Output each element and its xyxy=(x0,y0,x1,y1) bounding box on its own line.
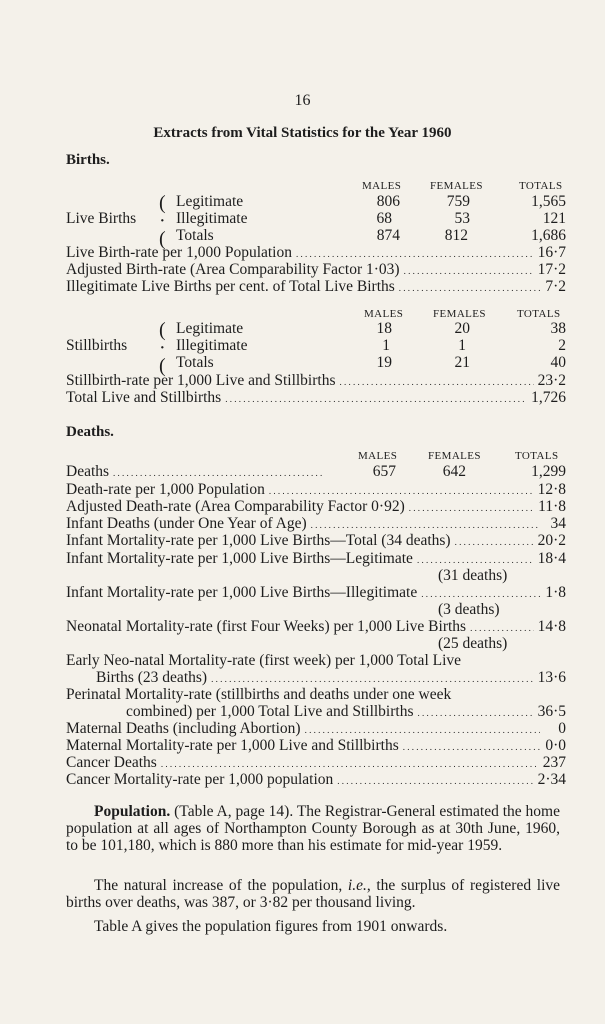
live-row-females: 53 xyxy=(454,210,470,227)
population-heading: Population. xyxy=(94,803,171,820)
deaths-item-value: 0 xyxy=(558,720,566,737)
deaths-item xyxy=(66,532,566,551)
population-paragraph xyxy=(66,803,560,854)
still-row-females: 21 xyxy=(454,354,470,371)
deaths-item-label: Maternal Deaths (including Abortion) xyxy=(66,720,301,737)
births-col-males: MALES xyxy=(362,180,402,192)
live-rate-value: 17·2 xyxy=(537,261,566,278)
deaths-item-value: 2·34 xyxy=(537,771,566,788)
live-row-females: 812 xyxy=(444,227,468,244)
still-row-males: 18 xyxy=(376,320,392,337)
still-col-totals: TOTALS xyxy=(517,308,561,320)
population-text: (Table A, page 14). The Registrar-General estimated the home population at all ages of Northampton County Borough as at 30th June, 1960, to be 101,180, which is 880 more than his estimate for mid-year 1959. xyxy=(66,803,560,854)
live-rate-value: 16·7 xyxy=(537,244,566,261)
deaths-row xyxy=(66,463,326,482)
still-row-totals: 40 xyxy=(550,354,566,371)
deaths-item-label: Neonatal Mortality-rate (first Four Weeks) per 1,000 Live Births xyxy=(66,618,467,635)
deaths-row-totals: 1,299 xyxy=(531,463,566,480)
deaths-item-label-cont: Births (23 deaths) xyxy=(96,669,208,686)
deaths-item-label: Infant Mortality-rate per 1,000 Live Births—Legitimate xyxy=(66,550,413,567)
still-col-males: MALES xyxy=(364,308,404,320)
deaths-item-value: 34 xyxy=(550,515,566,532)
live-row-label: Totals xyxy=(176,227,214,244)
deaths-heading: Deaths. xyxy=(66,424,114,440)
deaths-row-females: 642 xyxy=(442,463,466,480)
live-births-label: Live Births xyxy=(66,210,137,227)
deaths-item-label: Early Neo-natal Mortality-rate (first week) per 1,000 Total Live xyxy=(66,652,462,669)
deaths-col-females: FEMALES xyxy=(428,450,481,462)
live-row-males: 806 xyxy=(376,193,400,210)
deaths-item-note: (3 deaths) xyxy=(438,601,500,618)
live-row-totals: 121 xyxy=(542,210,566,227)
deaths-row-label: Deaths xyxy=(66,463,110,480)
stillbirths-brace: ( · ( xyxy=(159,319,166,377)
live-row-totals: 1,565 xyxy=(531,193,566,210)
deaths-item-label: Maternal Mortality-rate per 1,000 Live and Stillbirths xyxy=(66,737,399,754)
live-rate-label: Illegitimate Live Births per cent. of Total Live Births xyxy=(66,278,395,295)
deaths-item-value: 36·5 xyxy=(537,703,566,720)
still-row-label: Legitimate xyxy=(176,320,244,337)
deaths-item-label: Adjusted Death-rate (Area Comparability Factor 0·92) xyxy=(66,498,405,515)
deaths-item-value: 13·6 xyxy=(537,669,566,686)
natural-increase-paragraph xyxy=(66,877,560,911)
deaths-item-value: 1·8 xyxy=(545,584,566,601)
still-row-totals: 38 xyxy=(550,320,566,337)
births-heading: Births. xyxy=(66,152,110,168)
natural-increase-ie: i.e. xyxy=(347,877,367,894)
table-a-text: Table A gives the population figures from 1901 onwards. xyxy=(94,918,448,935)
deaths-item-value: 0·0 xyxy=(545,737,566,754)
still-rate-value: 23·2 xyxy=(537,372,566,389)
deaths-item-value: 11·8 xyxy=(538,498,566,515)
deaths-item-value: 237 xyxy=(542,754,566,771)
live-rate-row xyxy=(66,278,566,297)
deaths-item-label: Perinatal Mortality-rate (stillbirths and deaths under one week xyxy=(66,686,452,703)
still-row-label: Totals xyxy=(176,354,214,371)
live-row-totals: 1,686 xyxy=(531,227,566,244)
live-row-males: 874 xyxy=(376,227,400,244)
still-row-males: 19 xyxy=(376,354,392,371)
live-row-label: Legitimate xyxy=(176,193,244,210)
page-title: Extracts from Vital Statistics for the Year 1960 xyxy=(153,125,452,141)
still-row-females: 20 xyxy=(454,320,470,337)
births-col-females: FEMALES xyxy=(430,180,483,192)
natural-increase-text-post: , the surplus of registered live births over deaths, was 387, or 3·82 per thousand living. xyxy=(66,877,561,911)
deaths-item-label: Infant Mortality-rate per 1,000 Live Births—Illegitimate xyxy=(66,584,418,601)
still-row-totals: 2 xyxy=(558,337,566,354)
live-row-females: 759 xyxy=(446,193,470,210)
still-row-label: Illegitimate xyxy=(176,337,248,354)
deaths-item-note: (31 deaths) xyxy=(438,567,508,584)
deaths-item xyxy=(66,771,566,790)
live-rate-label: Adjusted Birth-rate (Area Comparability Factor 1·03) xyxy=(66,261,400,278)
still-row-males: 1 xyxy=(382,337,390,354)
deaths-item-label: Cancer Deaths xyxy=(66,754,157,771)
live-rate-label: Live Birth-rate per 1,000 Population xyxy=(66,244,292,261)
live-row-males: 68 xyxy=(376,210,392,227)
still-rate-value: 1,726 xyxy=(531,389,566,406)
deaths-item-label: Death-rate per 1,000 Population xyxy=(66,481,265,498)
deaths-item-label: Cancer Mortality-rate per 1,000 population xyxy=(66,771,334,788)
still-col-females: FEMALES xyxy=(433,308,486,320)
table-a-paragraph xyxy=(66,918,560,935)
deaths-item-value: 14·8 xyxy=(537,618,566,635)
deaths-item-value: 18·4 xyxy=(537,550,566,567)
live-births-brace: ( · ( xyxy=(159,192,166,250)
still-rate-label: Total Live and Stillbirths xyxy=(66,389,222,406)
deaths-col-males: MALES xyxy=(358,450,398,462)
still-rate-label: Stillbirth-rate per 1,000 Live and Stillbirths xyxy=(66,372,336,389)
deaths-item-value: 12·8 xyxy=(537,481,566,498)
deaths-row-males: 657 xyxy=(372,463,396,480)
live-row-label: Illegitimate xyxy=(176,210,248,227)
stillbirths-label: Stillbirths xyxy=(66,337,128,354)
deaths-item-label: Infant Deaths (under One Year of Age) xyxy=(66,515,307,532)
deaths-item-label-cont: combined) per 1,000 Total Live and Stillbirths xyxy=(126,703,414,720)
deaths-col-totals: TOTALS xyxy=(515,450,559,462)
still-row-females: 1 xyxy=(458,337,466,354)
deaths-item-value: 20·2 xyxy=(537,532,566,549)
still-rate-row xyxy=(66,389,566,408)
page-number: 16 xyxy=(294,92,311,109)
natural-increase-text-pre: The natural increase of the population, xyxy=(94,877,348,894)
deaths-item-note: (25 deaths) xyxy=(438,635,508,652)
deaths-item-label: Infant Mortality-rate per 1,000 Live Births—Total (34 deaths) xyxy=(66,532,451,549)
births-col-totals: TOTALS xyxy=(519,180,563,192)
live-rate-value: 7·2 xyxy=(545,278,566,295)
